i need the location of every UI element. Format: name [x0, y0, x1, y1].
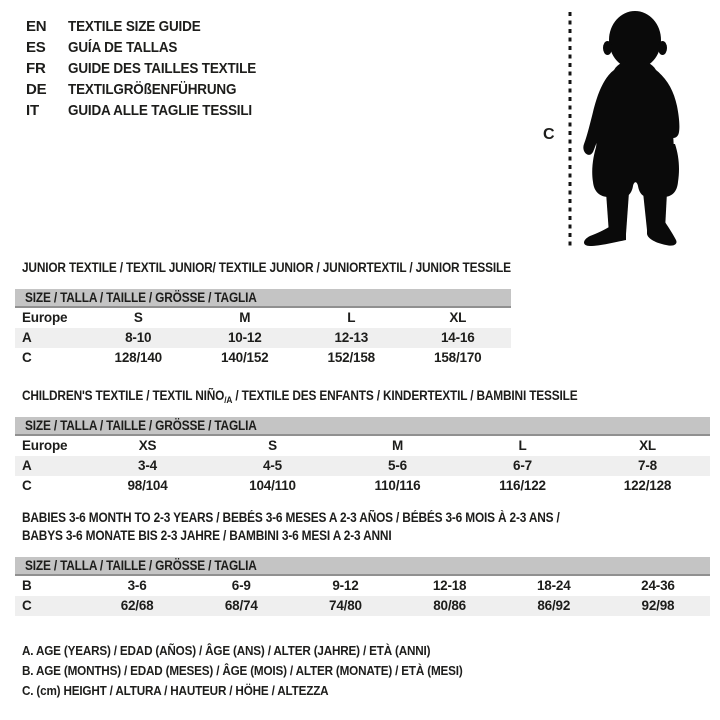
row-label: Europe	[22, 310, 68, 325]
size-header-bar: SIZE / TALLA / TAILLE / GRÖSSE / TAGLIA	[15, 557, 710, 576]
language-code: EN	[26, 18, 47, 35]
language-code: DE	[26, 81, 47, 98]
table-row-age	[15, 456, 710, 476]
table-row-age	[15, 328, 511, 348]
language-row-es	[26, 37, 277, 58]
size-cell: XL	[449, 310, 467, 325]
table-row-height	[15, 348, 511, 368]
table-row-europe	[15, 308, 511, 328]
age-cell: 8-10	[125, 330, 152, 345]
height-cell: 62/68	[120, 598, 154, 613]
row-label: B	[22, 578, 32, 593]
age-cell: 9-12	[332, 578, 359, 593]
height-cell: 128/140	[114, 350, 162, 365]
language-code: ES	[26, 39, 46, 56]
size-cell: L	[518, 438, 527, 453]
height-cell: 122/128	[623, 478, 672, 493]
row-label: C	[22, 598, 32, 613]
size-cell: S	[133, 310, 143, 325]
footnotes	[22, 641, 512, 701]
age-cell: 6-7	[513, 458, 532, 473]
height-cell: 158/170	[434, 350, 482, 365]
height-cell: 74/80	[329, 598, 362, 613]
age-cell: 10-12	[227, 330, 262, 345]
language-label: TEXTILE SIZE GUIDE	[68, 18, 201, 35]
height-cell: 68/74	[224, 598, 258, 613]
language-label: GUIDA ALLE TAGLIE TESSILI	[68, 102, 253, 119]
row-label: A	[22, 458, 32, 473]
toddler-silhouette	[583, 11, 679, 246]
language-row-en	[26, 16, 277, 37]
height-cell: 152/158	[327, 350, 375, 365]
row-label: C	[22, 350, 32, 365]
size-cell: XL	[639, 438, 656, 453]
babies-section-title-line2: BABYS 3-6 MONATE BIS 2-3 JAHRE / BAMBINI 3-6 MESI A 2-3 ANNI	[22, 528, 392, 543]
table-row-height	[15, 596, 710, 616]
row-label: C	[22, 478, 32, 493]
height-measure-label: C	[543, 126, 555, 143]
height-cell: 140/152	[221, 350, 269, 365]
age-cell: 3-4	[138, 458, 157, 473]
footnote-c: C. (cm) HEIGHT / ALTURA / HAUTEUR / HÖHE / ALTEZZA	[22, 683, 329, 698]
table-row-height	[15, 476, 710, 496]
age-cell: 7-8	[638, 458, 657, 473]
size-cell: M	[239, 310, 251, 325]
junior-size-table	[15, 289, 511, 368]
size-cell: XS	[138, 438, 157, 453]
children-size-table	[15, 417, 710, 496]
toddler-silhouette-figure	[540, 6, 692, 252]
age-cell: 5-6	[388, 458, 407, 473]
age-cell: 24-36	[641, 578, 675, 593]
language-label: GUIDE DES TAILLES TEXTILE	[68, 60, 257, 77]
height-cell: 80/86	[433, 598, 466, 613]
size-cell: S	[268, 438, 277, 453]
height-cell: 86/92	[537, 598, 571, 613]
height-cell: 116/122	[499, 478, 546, 493]
age-cell: 12-18	[432, 578, 467, 593]
height-cell: 92/98	[641, 598, 675, 613]
row-label: A	[22, 330, 32, 345]
size-cell: L	[347, 310, 356, 325]
language-list	[26, 16, 277, 121]
footnote-a: A. AGE (YEARS) / EDAD (AÑOS) / ÂGE (ANS) / ALTER (JAHRE) / ETÀ (ANNI)	[22, 643, 431, 658]
table-row-europe	[15, 436, 710, 456]
language-row-it	[26, 100, 277, 121]
title-subscript: /A	[224, 395, 233, 406]
babies-section-title-line1: BABIES 3-6 MONTH TO 2-3 YEARS / BEBÉS 3-6 MESES A 2-3 AÑOS / BÉBÉS 3-6 MOIS À 2-3 ANS /	[22, 510, 560, 525]
children-section-title: CHILDREN'S TEXTILE / TEXTIL $NIÑO_{/A}$ / TEXTILE DES ENFANTS / KINDERTEXTIL / BAMBINI TESSILE	[22, 388, 578, 406]
height-cell: 104/110	[249, 478, 296, 493]
language-row-de	[26, 79, 277, 100]
language-label: GUÍA DE TALLAS	[68, 39, 178, 56]
age-cell: 14-16	[440, 330, 475, 345]
language-label: TEXTILGRÖßENFÜHRUNG	[68, 81, 237, 98]
size-header-bar: SIZE / TALLA / TAILLE / GRÖSSE / TAGLIA	[15, 289, 511, 308]
language-row-fr	[26, 58, 277, 79]
junior-section-title: JUNIOR TEXTILE / TEXTIL JUNIOR/ TEXTILE JUNIOR / JUNIORTEXTIL / JUNIOR TESSILE	[22, 260, 511, 275]
language-code: IT	[26, 102, 39, 119]
age-cell: 12-13	[334, 330, 369, 345]
age-cell: 4-5	[263, 458, 282, 473]
age-cell: 3-6	[127, 578, 147, 593]
footnote-b: B. AGE (MONTHS) / EDAD (MESES) / ÂGE (MOIS) / ALTER (MONATE) / ETÀ (MESI)	[22, 663, 463, 678]
size-cell: M	[391, 438, 404, 453]
babies-size-table	[15, 557, 710, 616]
height-cell: 98/104	[127, 478, 168, 493]
height-cell: 110/116	[374, 478, 421, 493]
age-cell: 18-24	[537, 578, 571, 593]
row-label: Europe	[22, 438, 68, 453]
table-row-age-months	[15, 576, 710, 596]
language-code: FR	[26, 60, 46, 77]
size-header-bar: SIZE / TALLA / TAILLE / GRÖSSE / TAGLIA	[15, 417, 710, 436]
age-cell: 6-9	[231, 578, 251, 593]
